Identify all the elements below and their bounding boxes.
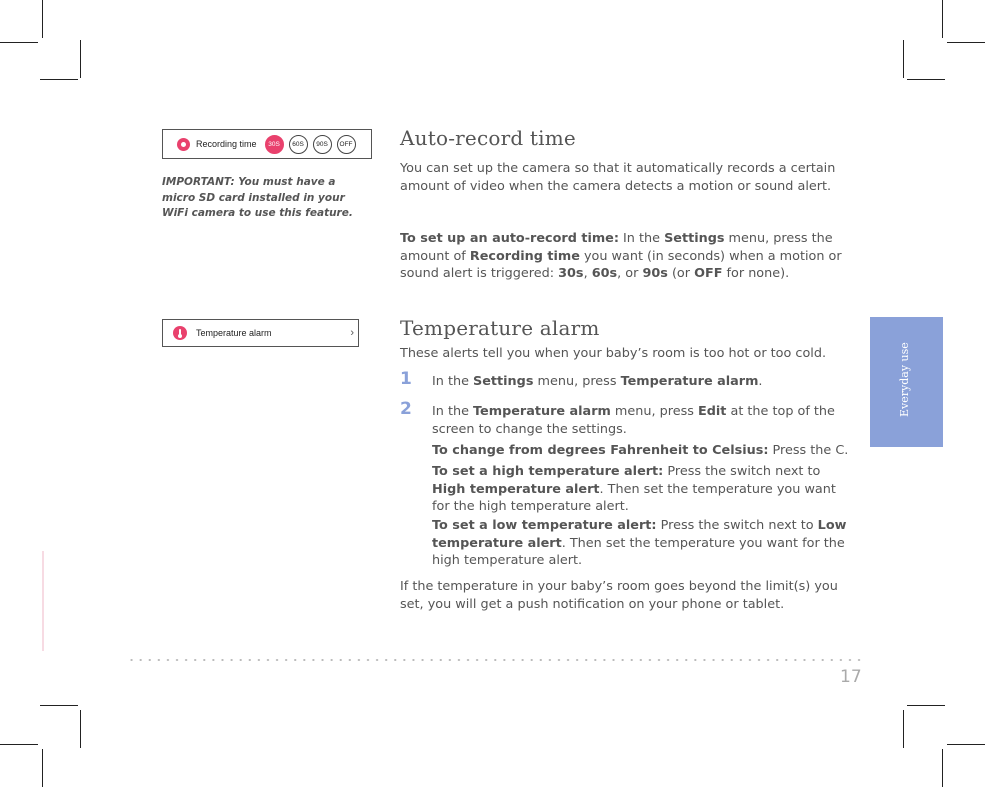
- temperature-alarm-term: Temperature alarm: [620, 374, 759, 389]
- crop-mark: [40, 705, 78, 706]
- temperature-outro: If the temperature in your baby’s room goes beyond the limit(s) you set, you will get a push notification on your phone or tablet.: [400, 579, 838, 612]
- step-2-text: [432, 403, 857, 438]
- crop-mark: [947, 744, 985, 745]
- text: menu, press the amount of: [400, 231, 833, 264]
- term-off: OFF: [694, 266, 723, 282]
- option-off: OFF: [337, 135, 356, 154]
- crop-mark: [80, 710, 81, 748]
- option-30s: 30S: [265, 135, 284, 154]
- setup-lead: To set up an auto-record time:: [400, 231, 619, 246]
- text: (or: [667, 266, 695, 282]
- step-1-text: [432, 373, 852, 391]
- text: Press the C.: [768, 443, 849, 458]
- crop-mark: [942, 749, 943, 787]
- crop-mark: [903, 710, 904, 748]
- crop-mark: [0, 744, 38, 745]
- crop-mark: [942, 0, 943, 38]
- temperature-alarm-label: Temperature alarm: [196, 328, 272, 338]
- crop-mark: [80, 40, 81, 78]
- important-note: IMPORTANT: You must have a micro SD card installed in your WiFi camera to use this feature.: [162, 176, 353, 219]
- term-30s: 30s: [558, 266, 584, 282]
- crop-mark: [903, 40, 904, 78]
- recording-time-term: Recording time: [469, 248, 580, 264]
- temperature-alarm-title: Temperature alarm: [400, 316, 600, 340]
- term-60s: 60s: [591, 266, 618, 282]
- text: at the top of the screen to change the settings.: [432, 404, 835, 437]
- crop-mark: [42, 0, 43, 38]
- record-icon: [177, 138, 190, 151]
- crop-mark: [947, 42, 985, 43]
- page-number: 17: [840, 667, 862, 687]
- step-1-number: 1: [400, 369, 412, 389]
- edit-term: Edit: [698, 404, 727, 419]
- text: menu, press: [610, 404, 698, 419]
- chevron-right-icon: ›: [350, 327, 354, 339]
- temperature-alarm-mockup: [162, 319, 359, 347]
- text: menu, press: [533, 374, 621, 389]
- crop-mark: [907, 705, 945, 706]
- term-90s: 90s: [642, 266, 668, 282]
- crop-mark: [0, 42, 38, 43]
- celsius-instruction: [432, 442, 857, 460]
- crop-mark: [42, 749, 43, 787]
- text: In the: [432, 374, 474, 389]
- text: In the: [432, 404, 474, 419]
- text: . Then set the temperature you want for the high temperature alert.: [432, 481, 836, 515]
- auto-record-intro: You can set up the camera so that it automatically records a certain amount of video when the camera detects a motion or sound alert.: [400, 161, 836, 194]
- high-alert-term: High temperature alert: [432, 481, 600, 497]
- text: ,: [583, 266, 592, 282]
- option-60s: 60S: [289, 135, 308, 154]
- side-tab-label: Everyday use: [898, 342, 911, 417]
- celsius-lead: To change from degrees Fahrenheit to Celsius:: [432, 443, 769, 458]
- text: Press the switch next to: [663, 464, 821, 479]
- temperature-intro: These alerts tell you when your baby’s room is too hot or too cold.: [400, 346, 827, 361]
- section-side-tab: [870, 317, 943, 447]
- text: .: [758, 374, 763, 389]
- dotted-divider: [127, 659, 861, 661]
- text: In the: [618, 231, 665, 246]
- low-alert-lead: To set a low temperature alert:: [432, 518, 657, 533]
- thermometer-icon: [173, 326, 187, 340]
- crop-mark: [907, 79, 945, 80]
- text: Press the switch next to: [656, 518, 818, 533]
- low-alert-term: Low temperature alert: [432, 518, 847, 551]
- crop-mark: [40, 79, 78, 80]
- step-2-number: 2: [400, 399, 412, 419]
- text: you want (in seconds) when a motion or sound alert is triggered:: [400, 248, 842, 282]
- recording-time-label: Recording time: [196, 139, 257, 149]
- option-90s: 90S: [313, 135, 332, 154]
- margin-line: [42, 551, 44, 651]
- auto-record-title: Auto-record time: [400, 126, 576, 150]
- high-alert-lead: To set a high temperature alert:: [432, 464, 664, 479]
- settings-term: Settings: [473, 374, 534, 389]
- temperature-alarm-term: Temperature alarm: [473, 404, 611, 419]
- high-alert-instruction: [432, 463, 857, 516]
- text: for none).: [722, 266, 790, 282]
- auto-record-setup: [400, 230, 855, 283]
- low-alert-instruction: [432, 517, 857, 570]
- text: , or: [617, 266, 643, 282]
- settings-term: Settings: [664, 231, 725, 246]
- text: . Then set the temperature you want for the high temperature alert.: [432, 535, 845, 569]
- recording-time-mockup: [162, 129, 372, 159]
